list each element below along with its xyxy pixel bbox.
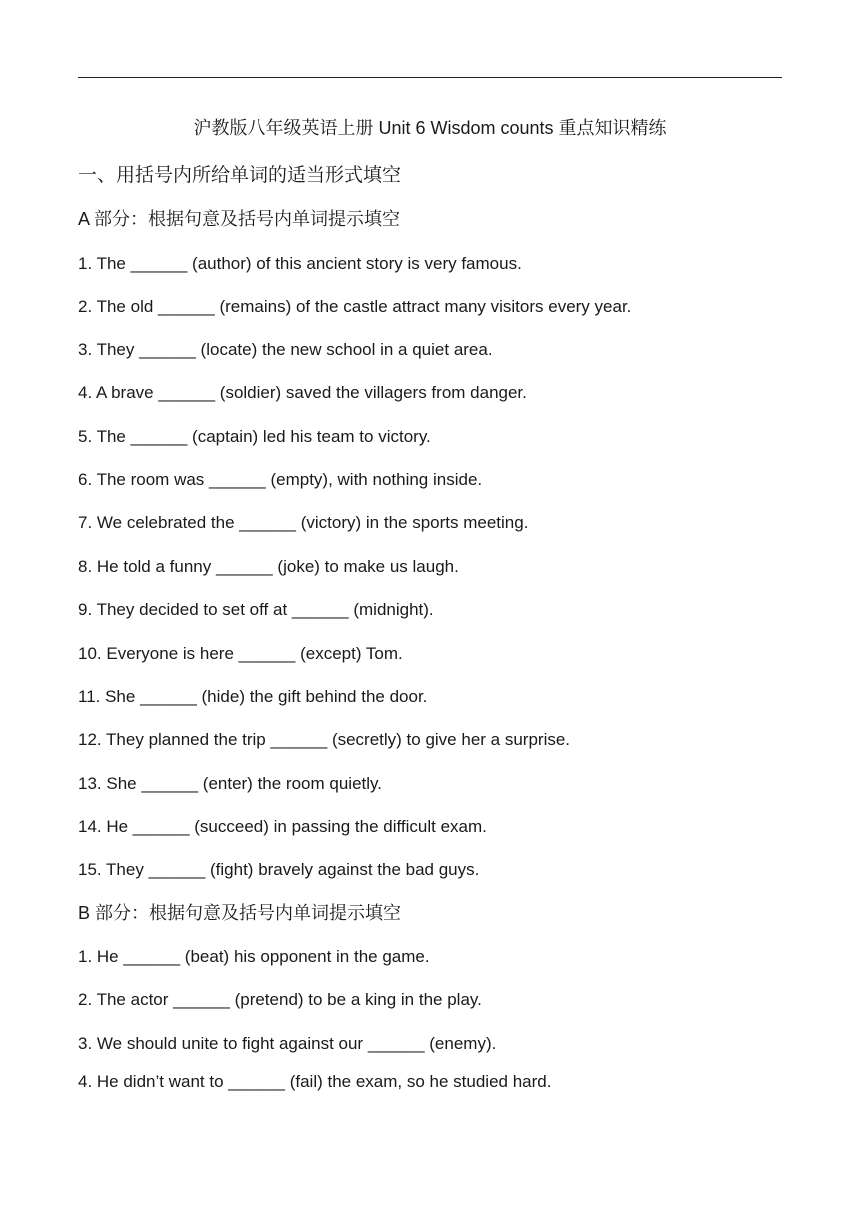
part-b-item-3: 3. We should unite to fight against our ______ (enemy). (78, 1034, 497, 1053)
part-a-item-15: 15. They ______ (fight) bravely against the bad guys. (78, 860, 480, 879)
document-title: 沪教版八年级英语上册 Unit 6 Wisdom counts 重点知识精练 (193, 118, 667, 138)
part-a-item-6: 6. The room was ______ (empty), with nothing inside. (78, 470, 483, 489)
part-b-item-4: 4. He didn’t want to ______ (fail) the exam, so he studied hard. (78, 1072, 552, 1091)
part-a-item-3: 3. They ______ (locate) the new school in a quiet area. (78, 340, 493, 359)
part-a-item-13: 13. She ______ (enter) the room quietly. (78, 774, 382, 793)
part-a-item-4: 4. A brave ______ (soldier) saved the villagers from danger. (78, 383, 527, 402)
part-b-item-1: 1. He ______ (beat) his opponent in the game. (78, 947, 430, 966)
part-a-item-1: 1. The ______ (author) of this ancient story is very famous. (78, 254, 522, 273)
part-a-item-7: 7. We celebrated the ______ (victory) in the sports meeting. (78, 513, 529, 532)
section-heading: 一、用括号内所给单词的适当形式填空 (78, 165, 402, 186)
part-a-item-9: 9. They decided to set off at ______ (midnight). (78, 600, 434, 619)
part-a-item-12: 12. They planned the trip ______ (secretly) to give her a surprise. (78, 730, 571, 749)
part-a-item-8: 8. He told a funny ______ (joke) to make us laugh. (78, 557, 459, 576)
part-a-item-10: 10. Everyone is here ______ (except) Tom. (78, 644, 403, 663)
part-a-item-14: 14. He ______ (succeed) in passing the difficult exam. (78, 817, 487, 836)
part-a-item-11: 11. She ______ (hide) the gift behind the door. (78, 687, 428, 706)
part-a-heading: A 部分：根据句意及括号内单词提示填空 (78, 209, 401, 229)
part-b-item-2: 2. The actor ______ (pretend) to be a king in the play. (78, 990, 482, 1009)
part-a-item-5: 5. The ______ (captain) led his team to victory. (78, 427, 431, 446)
part-b-heading: B 部分：根据句意及括号内单词提示填空 (78, 903, 402, 923)
part-a-item-2: 2. The old ______ (remains) of the castle attract many visitors every year. (78, 297, 632, 316)
header-rule (78, 77, 782, 78)
